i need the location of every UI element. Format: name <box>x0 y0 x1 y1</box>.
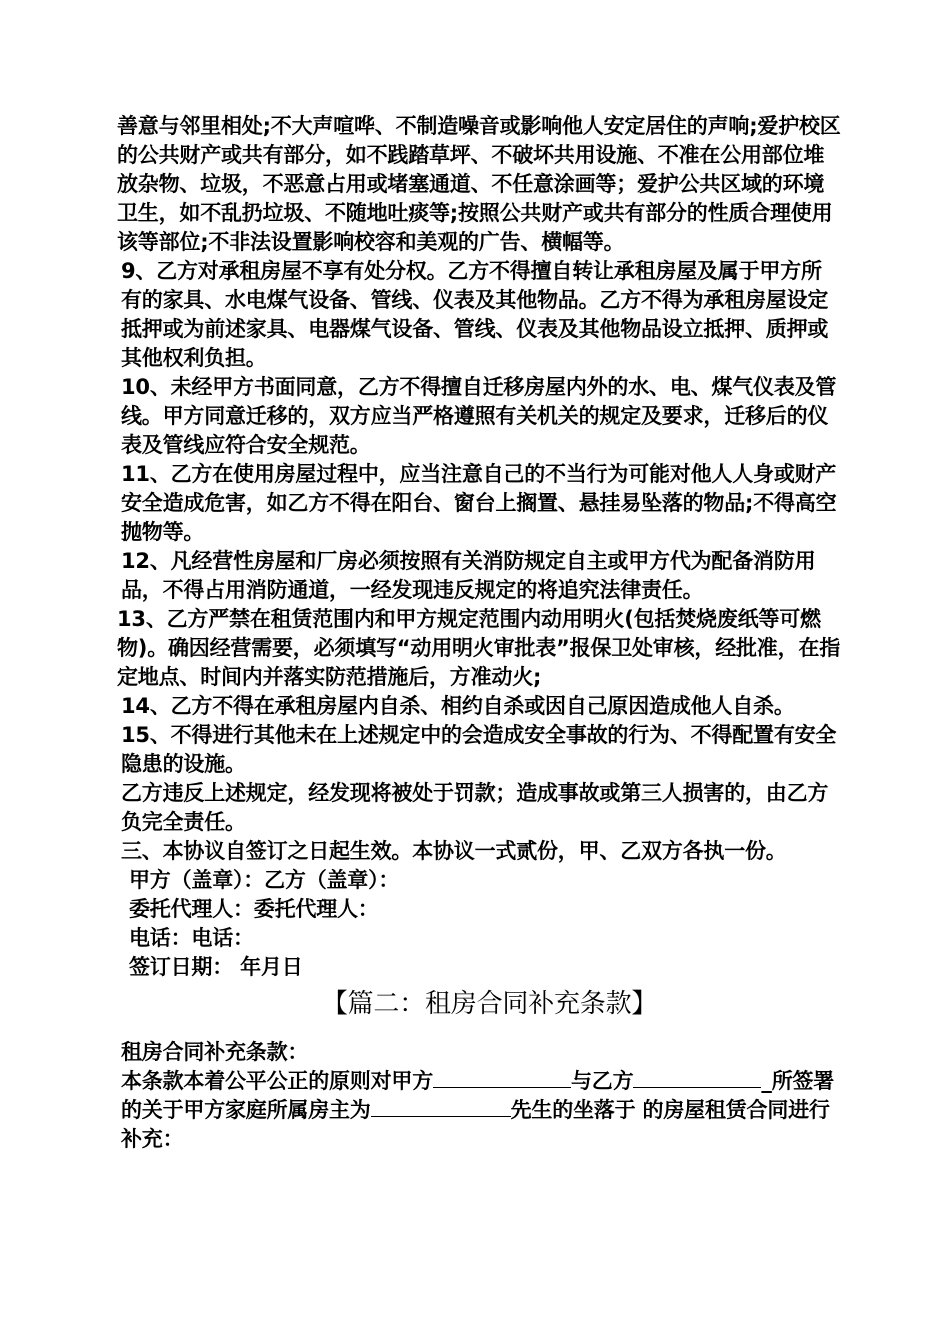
signature-party-line: 甲方（盖章）：乙方（盖章）： <box>129 868 400 892</box>
clause-effective: 三、本协议自签订之日起生效。本协议一式贰份，甲、乙双方各执一份。 <box>121 839 787 863</box>
signature-phone-line: 电话：电话： <box>129 926 254 950</box>
clause-14: 14、乙方不得在承租房屋内自杀、相约自杀或因自己原因造成他人自杀。 <box>121 694 795 718</box>
intro-text-3: _所签署的关于甲方家庭所属房主为 <box>121 1069 835 1122</box>
signature-date-line: 签订日期： 年月日 <box>129 955 303 979</box>
intro-text-1: 本条款本着公平公正的原则对甲方 <box>121 1069 433 1093</box>
clause-11: 11、乙方在使用房屋过程中，应当注意自己的不当行为可能对他人人身或财产安全造成危害，如乙方不得在阳台、窗台上搁置、悬挂易坠落的物品;不得高空抛物等。 <box>121 462 837 544</box>
clause-penalty: 乙方违反上述规定，经发现将被处于罚款；造成事故或第三人损害的，由乙方负完全责任。 <box>121 781 829 834</box>
supplement-intro <box>117 1067 842 1154</box>
intro-text-4: 先生的坐落于 的房屋租赁合同进行补充： <box>121 1098 830 1151</box>
intro-text-2: 与乙方 <box>571 1069 634 1093</box>
clause-9: 9、乙方对承租房屋不享有处分权。乙方不得擅自转让承租房屋及属于甲方所有的家具、水电煤气设备、管线、仪表及其他物品。乙方不得为承租房屋设定抵押或为前述家具、电器煤气设备、管线、仪表及其他物品设立抵押、质押或其他权利负担。 <box>121 259 829 370</box>
section-heading: 租房合同补充条款： <box>121 1040 309 1064</box>
section-title: 【篇二：租房合同补充条款】 <box>321 989 658 1019</box>
blank-party-a <box>433 1067 571 1088</box>
clause-10: 10、未经甲方书面同意，乙方不得擅自迁移房屋内外的水、电、煤气仪表及管线。甲方同意迁移的，双方应当严格遵照有关机关的规定及要求，迁移后的仪表及管线应符合安全规范。 <box>121 375 837 457</box>
signature-agent-line: 委托代理人：委托代理人： <box>129 897 379 921</box>
clause-neighbors: 善意与邻里相处;不大声喧哗、不制造噪音或影响他人安定居住的声响;爱护校区的公共财产或共有部分，如不践踏草坪、不破坏共用设施、不准在公用部位堆放杂物、垃圾，不恶意占用或堵塞通道、不任意涂画等；爱护公共区域的环境卫生，如不乱扔垃圾、不随地吐痰等;按照公共财产或共有部分的性质合理使用该等部位;不非法设置影响校容和美观的广告、横幅等。 <box>117 114 841 254</box>
clause-15: 15、不得进行其他未在上述规定中的会造成安全事故的行为、不得配置有安全隐患的设施。 <box>121 723 837 776</box>
clause-13: 13、乙方严禁在租赁范围内和甲方规定范围内动用明火(包括焚烧废纸等可燃物)。确因经营需要，必须填写“动用明火审批表”报保卫处审核，经批准，在指定地点、时间内并落实防范措施后，方准动火; <box>117 607 840 689</box>
document-body <box>117 112 842 1154</box>
blank-owner-name <box>371 1096 511 1117</box>
blank-party-b <box>633 1067 761 1088</box>
clause-12: 12、凡经营性房屋和厂房必须按照有关消防规定自主或甲方代为配备消防用品，不得占用消防通道，一经发现违反规定的将追究法律责任。 <box>121 549 816 602</box>
